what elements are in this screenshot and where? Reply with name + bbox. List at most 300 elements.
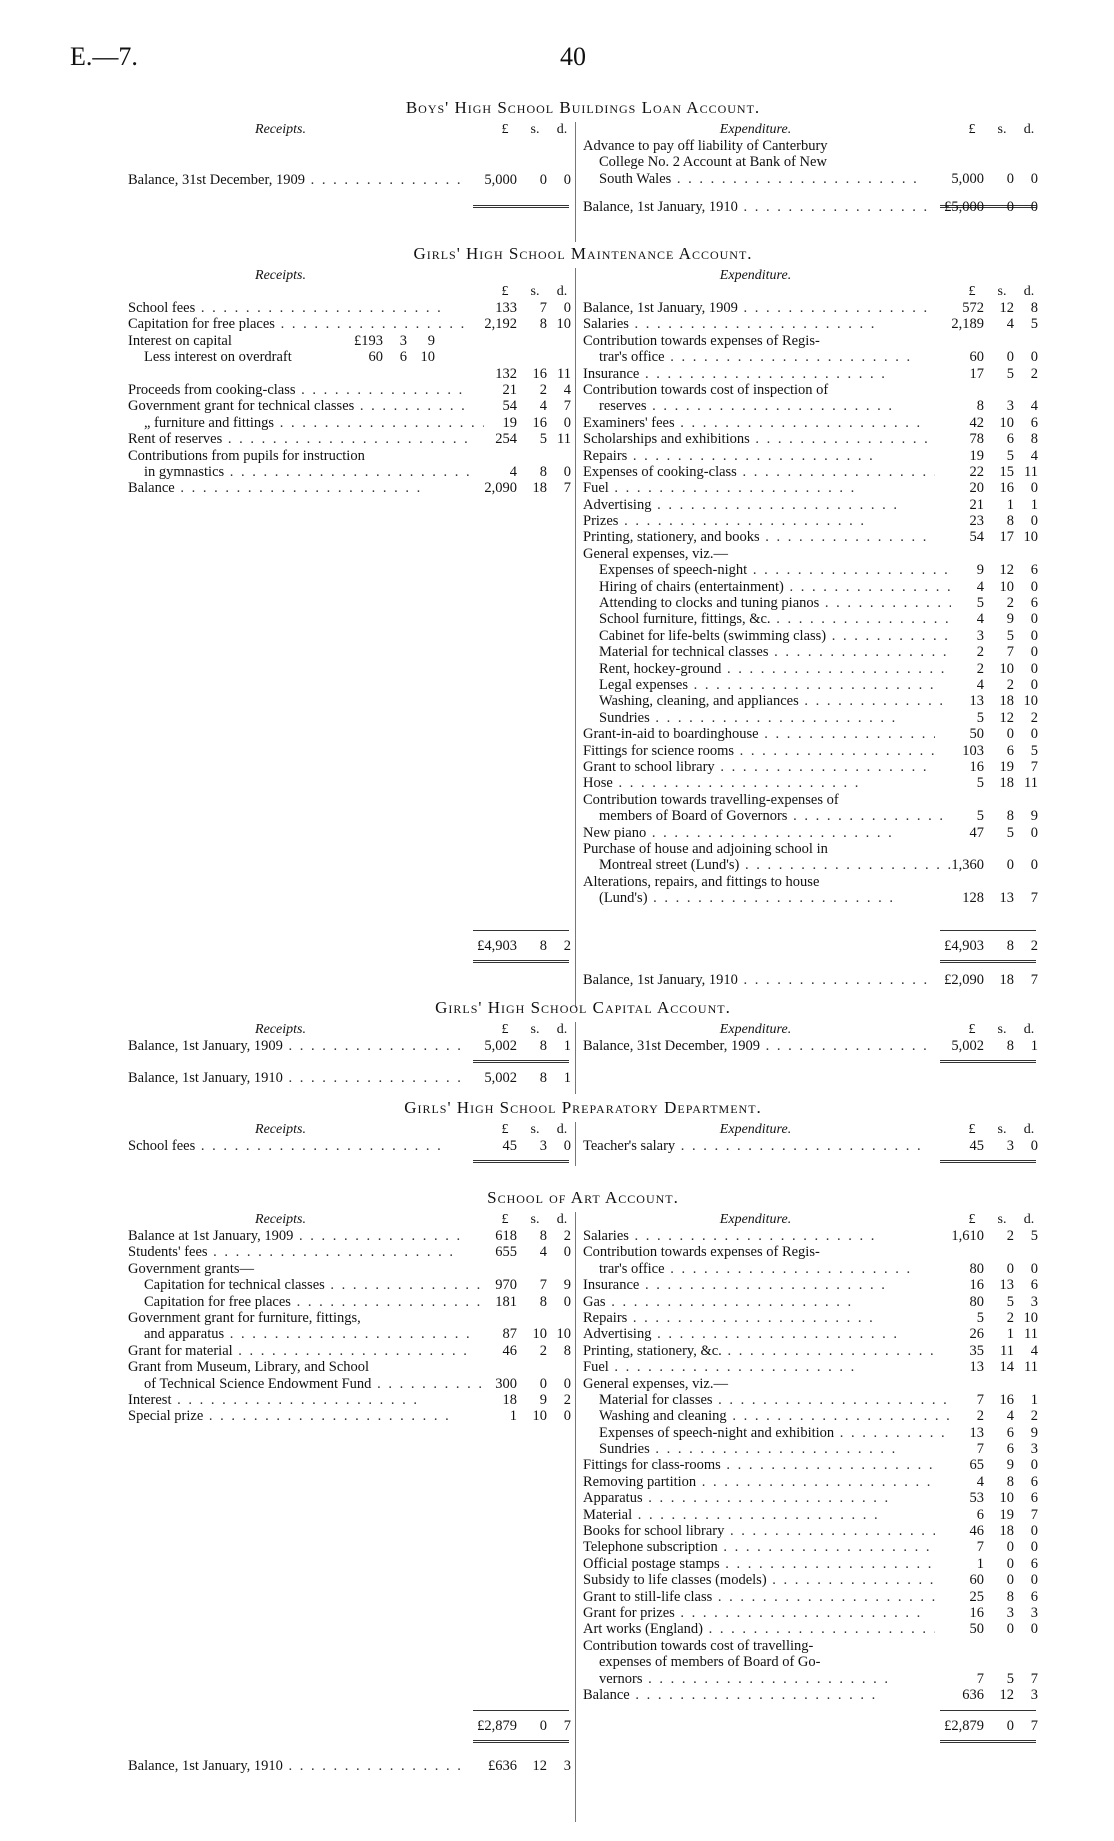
amount-pounds: 47 — [969, 824, 984, 841]
amount-pence: 6 — [1030, 414, 1038, 431]
total-rule — [473, 205, 569, 208]
amount-shillings: 7 — [1006, 644, 1014, 661]
amount-pence: 2 — [563, 1228, 571, 1244]
ledger-row — [583, 1038, 1038, 1054]
receipts-caption — [128, 122, 570, 138]
row-label: Cabinet for life-belts (swimming class) . . — [599, 628, 951, 644]
total-pounds: £4,903 — [477, 938, 517, 954]
amount-pence: 0 — [563, 1244, 571, 1261]
row-label: Teacher's salary . . — [583, 1138, 935, 1154]
ledger-row — [583, 775, 1038, 791]
total-rule — [473, 1710, 569, 1711]
row-label: Grant-in-aid to boardinghouse . . — [583, 726, 935, 742]
ledger-row — [583, 513, 1038, 529]
row-label: Material . . — [583, 1507, 935, 1523]
row-label: Repairs . . — [583, 448, 935, 464]
amount-pence: 1 — [1030, 496, 1038, 513]
total-pence: 7 — [563, 1718, 571, 1734]
closing-balance-row — [128, 1070, 570, 1086]
total-shillings: 0 — [539, 1718, 547, 1734]
amount-pounds: 7 — [976, 1670, 984, 1687]
total-row — [128, 1718, 570, 1734]
amount-pounds: 2,189 — [951, 316, 984, 333]
row-label: Balance, 1st January, 1910 . . — [128, 1758, 468, 1774]
total-pounds: £2,879 — [477, 1718, 517, 1734]
receipts-column — [128, 268, 571, 954]
amount-shillings: 7 — [539, 300, 547, 316]
amount-shillings: 18 — [999, 775, 1014, 792]
closing-balance-row — [128, 1758, 570, 1774]
amount-shillings: 8 — [539, 1038, 547, 1054]
amount-shillings: 16 — [999, 1391, 1014, 1408]
amount-pounds: 45 — [969, 1138, 984, 1154]
row-label: Montreal street (Lund's) . . — [599, 857, 951, 873]
ledger-row — [583, 1474, 1038, 1490]
row-label: of Technical Science Endowment Fund . . — [144, 1376, 484, 1392]
row-label: Grant for material . . — [128, 1343, 468, 1359]
inner-amount — [343, 349, 443, 365]
ledger-row — [128, 1376, 570, 1392]
ledger-row — [583, 154, 1038, 170]
amount-pounds: 17 — [969, 365, 984, 382]
receipts-column — [128, 1212, 571, 1774]
amount-shillings: 9 — [1006, 611, 1014, 628]
total-row — [128, 938, 570, 954]
row-label: Material for technical classes . . — [599, 644, 951, 660]
amount-pounds: 16 — [969, 1604, 984, 1621]
ledger-row — [583, 480, 1038, 496]
amount-pence: 3 — [563, 1758, 571, 1774]
ledger-row — [583, 529, 1038, 545]
amount-shillings: 0 — [539, 172, 547, 188]
section-title: School of Art Account. — [487, 1188, 679, 1207]
amount-pence: 6 — [1030, 1588, 1038, 1605]
ledger-row — [583, 759, 1038, 775]
total-rule — [940, 1060, 1036, 1063]
amount-pounds: 7 — [976, 1539, 984, 1556]
amount-shillings: 2 — [539, 1342, 547, 1359]
ledger-row — [583, 628, 1038, 644]
ledger-row — [583, 546, 1038, 562]
amount-pence: 0 — [563, 414, 571, 431]
closing-balance-row — [583, 972, 1038, 988]
amount-pounds: 22 — [969, 463, 984, 480]
inner-amount — [343, 333, 443, 349]
ledger-row — [583, 300, 1038, 316]
amount-pounds: 5 — [976, 1309, 984, 1326]
row-label: Expenses of speech-night and exhibition . . — [599, 1425, 951, 1441]
shillings-heading: s. — [530, 1212, 540, 1227]
ledger-row — [583, 1523, 1038, 1539]
amount-pounds: 4 — [976, 676, 984, 693]
row-label: Less interest on overdraft — [144, 349, 292, 366]
amount-shillings: 10 — [532, 1326, 547, 1343]
ledger-row — [128, 316, 570, 332]
amount-pence: 4 — [563, 381, 571, 398]
amount-shillings: 6 — [1006, 1441, 1014, 1458]
ledger-row — [128, 1392, 570, 1408]
total-pounds: £4,903 — [944, 938, 984, 954]
amount-shillings: 3 — [1006, 1604, 1014, 1621]
amount-pounds: 970 — [495, 1277, 517, 1294]
amount-pounds: 254 — [495, 431, 517, 448]
amount-pounds: 16 — [969, 1277, 984, 1294]
pence-heading: d. — [1023, 284, 1035, 299]
amount-shillings: 6 — [1006, 431, 1014, 448]
column-divider — [575, 1122, 576, 1166]
row-label: Removing partition . . — [583, 1474, 935, 1490]
row-label: „ furniture and fittings . . — [144, 415, 484, 431]
amount-pence: 8 — [563, 1342, 571, 1359]
ledger-row — [583, 1261, 1038, 1277]
pounds-heading: £ — [501, 122, 509, 137]
amount-pence: 11 — [1024, 775, 1038, 792]
amount-shillings: 7 — [539, 1277, 547, 1294]
ledger-row — [128, 480, 570, 496]
ledger-row — [583, 644, 1038, 660]
amount-shillings: 0 — [1006, 726, 1014, 743]
amount-shillings: 0 — [1006, 349, 1014, 366]
amount-shillings: 6 — [1006, 1424, 1014, 1441]
amount-pence: 7 — [1030, 1670, 1038, 1687]
amount-pence: 0 — [1030, 1138, 1038, 1154]
amount-pence: 0 — [1030, 1457, 1038, 1474]
row-label: Grant from Museum, Library, and School — [128, 1359, 370, 1376]
ledger-row — [128, 1326, 570, 1342]
amount-shillings: 8 — [1006, 513, 1014, 530]
ledger-row — [583, 333, 1038, 349]
receipts-heading: Receipts. — [255, 1022, 306, 1037]
amount-pounds: 54 — [969, 529, 984, 546]
girls-capital-account — [128, 998, 1038, 1094]
amount-pence: 0 — [1030, 170, 1038, 187]
pounds-heading: £ — [968, 284, 976, 299]
total-rule — [940, 1710, 1036, 1711]
row-label: Advance to pay off liability of Canterbury — [583, 138, 828, 154]
row-label: Contribution towards expenses of Regis- — [583, 1244, 820, 1261]
amount-pounds: 46 — [502, 1342, 517, 1359]
ledger-row — [583, 1359, 1038, 1375]
amount-pounds: 21 — [502, 381, 517, 398]
expenditure-heading: Expenditure. — [719, 1212, 792, 1227]
amount-pounds: 60 — [969, 349, 984, 366]
ledger-row — [128, 1228, 570, 1244]
total-double-rule — [940, 960, 1036, 963]
row-label: Balance . . — [128, 480, 468, 496]
amount-shillings: 18 — [999, 1523, 1014, 1540]
row-label: Hiring of chairs (entertainment) . . — [599, 579, 951, 595]
ledger-row — [128, 1359, 570, 1375]
ledger-row — [583, 693, 1038, 709]
ledger-row — [583, 710, 1038, 726]
amount-pence: 11 — [1024, 1359, 1038, 1376]
amount-shillings: 15 — [999, 463, 1014, 480]
row-label: Subsidy to life classes (models) . . — [583, 1572, 935, 1588]
receipts-caption — [128, 268, 570, 284]
amount-shillings: 0 — [1006, 170, 1014, 187]
ledger-row — [583, 382, 1038, 398]
amount-shillings: 8 — [1006, 1588, 1014, 1605]
amount-pounds: 5,002 — [484, 1070, 517, 1086]
amount-pence: 5 — [1030, 742, 1038, 759]
amount-pounds: 80 — [969, 1293, 984, 1310]
amount-pounds: 572 — [962, 300, 984, 316]
amount-pounds: 80 — [969, 1260, 984, 1277]
inner-amount-shillings: 3 — [399, 332, 407, 349]
amount-shillings: 6 — [1006, 742, 1014, 759]
row-label: Advertising . . — [583, 1326, 935, 1342]
amount-pounds: 128 — [962, 890, 984, 907]
total-shillings: 8 — [1006, 938, 1014, 954]
amount-shillings: 18 — [532, 480, 547, 497]
row-label: (Lund's) . . — [599, 890, 951, 906]
amount-shillings: 5 — [1006, 824, 1014, 841]
girls-preparatory-department — [128, 1098, 1038, 1166]
ledger-row — [583, 1228, 1038, 1244]
ledger-row — [128, 300, 570, 316]
ledger-row — [583, 1539, 1038, 1555]
row-label: Fuel . . — [583, 1359, 935, 1375]
row-label: Scholarships and exhibitions . . — [583, 431, 935, 447]
amount-shillings: 18 — [999, 972, 1014, 988]
row-label: Legal expenses . . — [599, 677, 951, 693]
column-divider — [575, 1022, 576, 1094]
ledger-row — [128, 333, 570, 349]
expenditure-caption — [583, 1022, 1038, 1038]
total-rule — [473, 930, 569, 931]
ledger-row — [583, 415, 1038, 431]
amount-pence: 10 — [1023, 1309, 1038, 1326]
amount-shillings: 2 — [1006, 1309, 1014, 1326]
amount-pounds: 78 — [969, 431, 984, 448]
ledger-row — [583, 1408, 1038, 1424]
row-label: Capitation for free places . . — [144, 1294, 484, 1310]
row-label: Balance, 1st January, 1910 . . — [128, 1070, 468, 1086]
amount-pence: 0 — [563, 1408, 571, 1425]
row-label: Telephone subscription . . — [583, 1539, 935, 1555]
row-label: and apparatus . . — [144, 1326, 484, 1342]
amount-shillings: 16 — [532, 414, 547, 431]
amount-pounds: 46 — [969, 1523, 984, 1540]
girls-maintenance-account — [128, 244, 1038, 1008]
page-number: 40 — [560, 42, 586, 71]
amount-pence: 3 — [1030, 1686, 1038, 1703]
amount-pence: 0 — [1030, 857, 1038, 874]
total-shillings: 0 — [1006, 1718, 1014, 1734]
expenditure-caption — [583, 1212, 1038, 1228]
amount-pence: 0 — [563, 1375, 571, 1392]
ledger-row — [128, 1244, 570, 1260]
ledger-row — [583, 579, 1038, 595]
amount-shillings: 8 — [1006, 1038, 1014, 1054]
amount-shillings: 3 — [1006, 398, 1014, 415]
inner-amount-pence: 10 — [420, 349, 435, 366]
row-label: Advertising . . — [583, 497, 935, 513]
ledger-row — [583, 1138, 1038, 1154]
shillings-heading: s. — [997, 1212, 1007, 1227]
row-label: New piano . . — [583, 825, 935, 841]
ledger-row — [583, 1671, 1038, 1687]
amount-pounds: £636 — [488, 1758, 517, 1774]
amount-pence: 0 — [1030, 349, 1038, 366]
ledger-row — [128, 1138, 570, 1154]
ledger-row — [128, 448, 570, 464]
amount-pence: 4 — [1030, 1342, 1038, 1359]
row-label: Official postage stamps . . — [583, 1556, 935, 1572]
amount-shillings: 1 — [1006, 496, 1014, 513]
receipts-column — [128, 1122, 570, 1154]
amount-pence: 7 — [563, 398, 571, 415]
ledger-row — [583, 1605, 1038, 1621]
ledger-row — [583, 661, 1038, 677]
ledger-row — [128, 1294, 570, 1310]
row-label: Capitation for free places . . — [128, 316, 468, 332]
amount-pounds: 132 — [495, 365, 517, 382]
amount-pounds: 16 — [969, 758, 984, 775]
pence-heading: d. — [556, 1212, 568, 1227]
amount-pounds: 60 — [969, 1572, 984, 1589]
amount-pence: 5 — [1030, 316, 1038, 333]
amount-pounds: 300 — [495, 1375, 517, 1392]
amount-pounds: 5,000 — [951, 170, 984, 187]
row-label: Hose . . — [583, 775, 935, 791]
amount-shillings: 4 — [1006, 316, 1014, 333]
amount-pence: 4 — [1030, 398, 1038, 415]
ledger-row — [128, 1343, 570, 1359]
amount-pence: 0 — [1030, 644, 1038, 661]
receipts-heading: Receipts. — [255, 122, 306, 137]
amount-pence: 10 — [556, 1326, 571, 1343]
expenditure-heading: Expenditure. — [719, 1022, 792, 1037]
amount-shillings: 4 — [539, 398, 547, 415]
money-caption — [583, 284, 1038, 300]
inner-amount-pence: 9 — [427, 332, 435, 349]
amount-pounds: 50 — [969, 1621, 984, 1638]
row-label: Grant to school library . . — [583, 759, 935, 775]
amount-shillings: 0 — [1006, 1572, 1014, 1589]
amount-pence: 7 — [1030, 972, 1038, 988]
total-double-rule — [473, 960, 569, 963]
row-label: General expenses, viz.— — [583, 545, 728, 562]
row-label: trar's office . . — [599, 1261, 951, 1277]
amount-pence: 8 — [1030, 300, 1038, 316]
amount-shillings: 8 — [1006, 808, 1014, 825]
amount-shillings: 18 — [999, 693, 1014, 710]
amount-shillings: 9 — [539, 1391, 547, 1408]
ledger-row — [583, 857, 1038, 873]
row-label: College No. 2 Account at Bank of New — [599, 154, 827, 171]
amount-pounds: 1 — [509, 1408, 517, 1425]
ledger-row — [583, 562, 1038, 578]
amount-pounds: 25 — [969, 1588, 984, 1605]
ledger-row — [583, 677, 1038, 693]
row-label: Interest . . — [128, 1392, 468, 1408]
pence-heading: d. — [556, 284, 568, 299]
column-divider — [575, 122, 576, 242]
shillings-heading: s. — [997, 284, 1007, 299]
amount-pence: 0 — [1030, 824, 1038, 841]
ledger-row — [583, 1621, 1038, 1637]
ledger-row — [583, 1654, 1038, 1670]
amount-pounds: 4 — [509, 463, 517, 480]
amount-pounds: 5,002 — [484, 1038, 517, 1054]
pence-heading: d. — [1023, 122, 1035, 137]
ledger-row — [583, 1376, 1038, 1392]
ledger-row — [128, 1261, 570, 1277]
ledger-row — [583, 1556, 1038, 1572]
amount-pounds: 4 — [976, 1473, 984, 1490]
amount-pounds: 2 — [976, 644, 984, 661]
amount-pounds: 18 — [502, 1391, 517, 1408]
amount-pence: 2 — [1030, 1408, 1038, 1425]
ledger-row — [583, 1310, 1038, 1326]
total-pence: 2 — [1030, 938, 1038, 954]
receipts-heading: Receipts. — [255, 1122, 306, 1137]
row-label: expenses of members of Board of Go- — [599, 1654, 821, 1671]
amount-pence: 6 — [1030, 1490, 1038, 1507]
amount-shillings: 5 — [1006, 447, 1014, 464]
ledger-row — [128, 349, 570, 365]
row-label: Balance at 1st January, 1909 . . — [128, 1228, 468, 1244]
amount-pence: 0 — [1030, 1539, 1038, 1556]
expenditure-column — [583, 1212, 1038, 1734]
amount-shillings: 2 — [1006, 676, 1014, 693]
amount-pounds: 54 — [502, 398, 517, 415]
pounds-heading: £ — [968, 122, 976, 137]
receipts-caption — [128, 1122, 570, 1138]
amount-shillings: 8 — [539, 463, 547, 480]
ledger-row — [583, 1392, 1038, 1408]
ledger-row — [128, 1277, 570, 1293]
amount-shillings: 11 — [1000, 1342, 1014, 1359]
row-label: Balance, 31st December, 1909 . . — [583, 1038, 935, 1054]
ledger-row — [128, 431, 570, 447]
amount-pounds: 87 — [502, 1326, 517, 1343]
amount-pence: 0 — [1030, 513, 1038, 530]
amount-shillings: 5 — [1006, 1670, 1014, 1687]
row-label: Balance, 1st January, 1909 . . — [583, 300, 935, 316]
expenditure-heading: Expenditure. — [719, 1122, 792, 1137]
amount-shillings: 10 — [999, 578, 1014, 595]
amount-pounds: 35 — [969, 1342, 984, 1359]
ledger-row — [583, 825, 1038, 841]
row-label: Printing, stationery, and books . . — [583, 529, 935, 545]
amount-pounds: 5 — [976, 808, 984, 825]
pounds-heading: £ — [501, 1212, 509, 1227]
amount-pence: 0 — [1030, 611, 1038, 628]
amount-pounds: 50 — [969, 726, 984, 743]
amount-shillings: 5 — [1006, 1293, 1014, 1310]
ledger-row — [583, 1441, 1038, 1457]
row-label: Expenses of cooking-class . . — [583, 464, 935, 480]
row-label: Gas . . — [583, 1294, 935, 1310]
amount-shillings: 17 — [999, 529, 1014, 546]
ledger-row — [583, 841, 1038, 857]
row-label: Rent, hockey-ground . . — [599, 661, 951, 677]
receipts-column — [128, 122, 570, 188]
inner-amount-shillings: 6 — [399, 349, 407, 366]
amount-shillings: 13 — [999, 1277, 1014, 1294]
ledger-row — [583, 1343, 1038, 1359]
boys-loan-account — [128, 98, 1038, 242]
amount-pounds: 13 — [969, 1359, 984, 1376]
amount-pounds: 1 — [976, 1555, 984, 1572]
amount-shillings: 0 — [1006, 199, 1014, 216]
closing-balance-row — [583, 199, 1038, 215]
amount-pence: 0 — [563, 463, 571, 480]
amount-pounds: 23 — [969, 513, 984, 530]
amount-pence: 9 — [563, 1277, 571, 1294]
